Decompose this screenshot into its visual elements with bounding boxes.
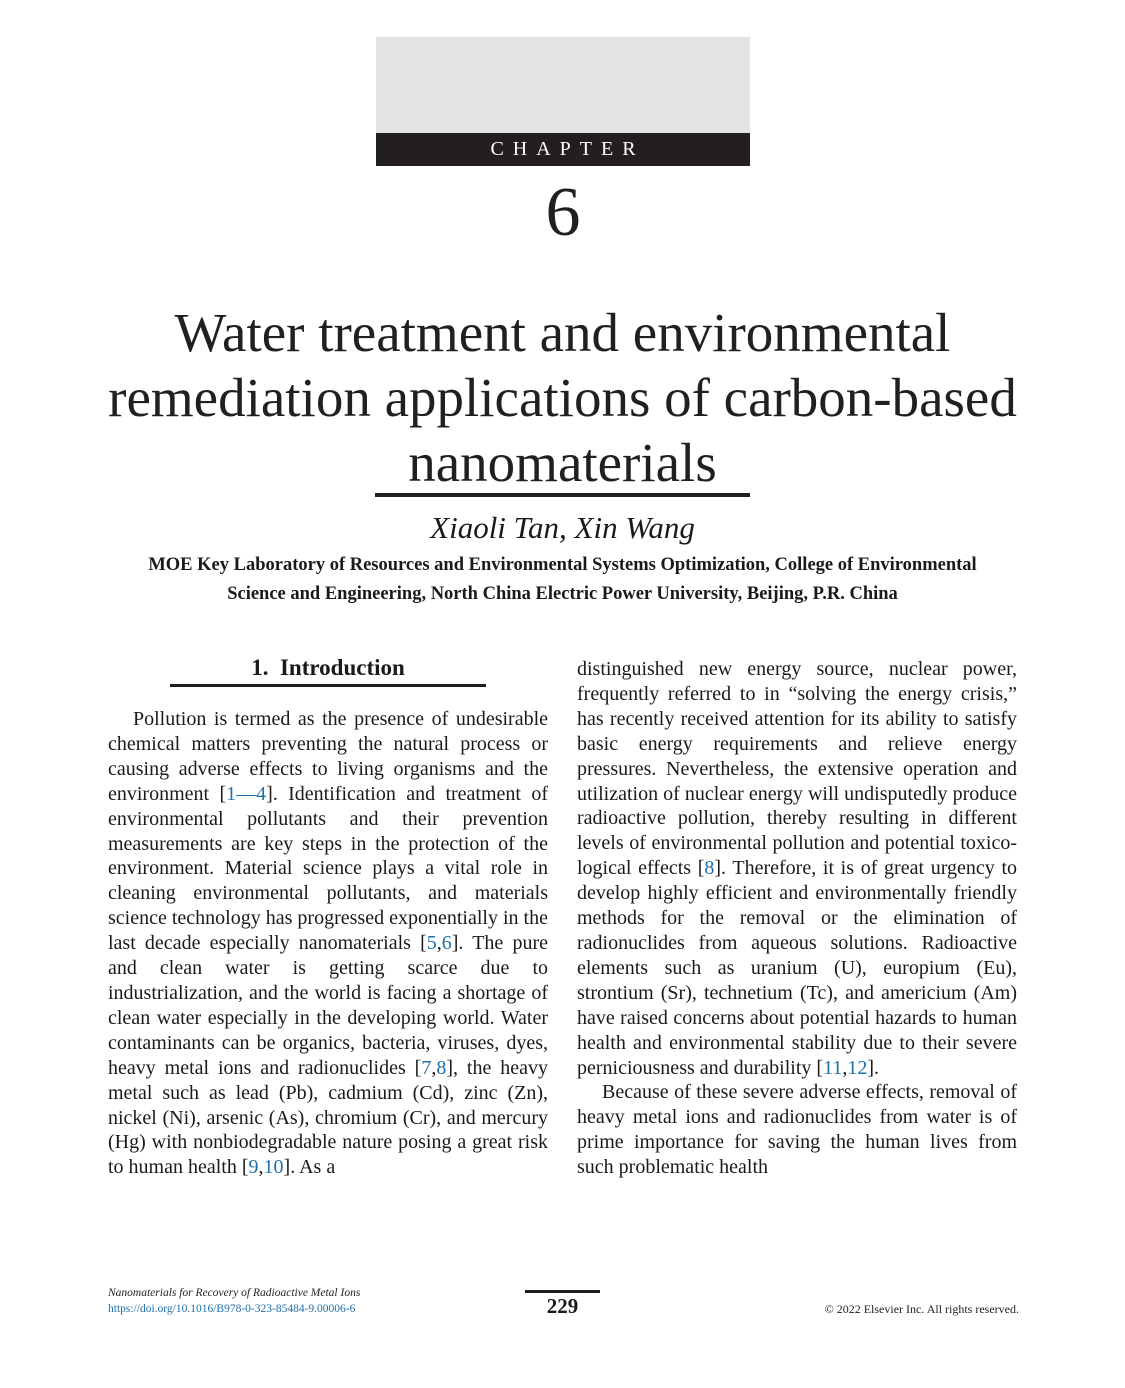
affiliation-line: Science and Engineering, North China Electric Power University, Beijing, P.R. China: [227, 584, 898, 604]
section-heading: [170, 652, 486, 684]
citation-link[interactable]: 5: [426, 932, 437, 955]
citation-link[interactable]: 1—4: [226, 782, 267, 805]
citation-link[interactable]: 8: [436, 1056, 447, 1079]
citation-link[interactable]: 8: [704, 857, 715, 880]
body-column-left: [108, 707, 548, 1180]
body-paragraph: Because of these severe adverse effects, removal of heavy metal ions and radionuclides from water is of prime importance for saving the human lives from such problematic health: [577, 1081, 1017, 1179]
body-text: ], the heavy metal such as lead (Pb), cadmium (Cd), zinc (Zn), nickel (Ni), arsenic (As), chromium (Cr), and mercury (Hg) with nonbiodegradable nature posing a great risk to human health [: [108, 1056, 548, 1179]
section-title: Introduction: [279, 655, 405, 680]
title-line: remediation applications of carbon-based: [108, 367, 1017, 428]
citation-link[interactable]: 7: [421, 1056, 432, 1079]
citation-link[interactable]: 10: [263, 1156, 284, 1179]
title-line: nanomaterials: [408, 432, 717, 493]
citation-link[interactable]: 6: [441, 932, 452, 955]
citation-link[interactable]: 12: [847, 1056, 868, 1079]
chapter-header-block: [376, 37, 750, 166]
body-text: ]. As a: [283, 1156, 336, 1179]
affiliation: [80, 551, 1045, 609]
body-paragraph-continued: distinguished new energy source, nuclear power, frequently referred to in “solving the energy crisis,” has recently received attention for its ability to satisfy basic energy requirements and relieve energy pressures. Nevertheless, the extensive operation and utilization of nuclear energy will undisputedly produce radioactive pollution, thereby resulting in different levels of environmental pollution and potential toxicological effects [8]. Therefore, it is of great urgency to develop highly efficient and environmentally friendly methods for the removal or the elimination of radionuclides from aqueous solutions. Radioactive elements such as uranium (U), europium (Eu), strontium (Sr), technetium (Tc), and americium (Am) have raised concerns about potential hazards to human health and environmental stability due to their severe perniciousness and durability [11,12].: [577, 658, 1017, 1079]
body-text: ]. Identification and treatment of environmental pollutants and their prevention measurements are key steps in the protection of the environment. Material science plays a vital role in cleaning environmental pollutants, and materials science technology has progressed exponentially in the last decade especially nanomaterials [: [108, 782, 548, 955]
page-number: 229: [546, 1294, 579, 1318]
chapter-label: CHAPTER: [376, 133, 750, 166]
title-divider: [375, 493, 750, 497]
title-line: Water treatment and environmental: [174, 302, 951, 363]
body-column-right: [577, 657, 1017, 1180]
chapter-number: 6: [545, 174, 581, 251]
citation-link[interactable]: 9: [248, 1156, 259, 1179]
citation-link[interactable]: 11: [823, 1056, 843, 1079]
authors: Xiaoli Tan, Xin Wang: [430, 510, 695, 545]
copyright-notice: © 2022 Elsevier Inc. All rights reserved.: [824, 1302, 1019, 1316]
book-title: Nanomaterials for Recovery of Radioactive Metal Ions: [108, 1287, 361, 1299]
chapter-title: [60, 300, 1065, 495]
doi-link[interactable]: https://doi.org/10.1016/B978-0-323-85484-9.00006-6: [108, 1303, 356, 1315]
section-divider: [170, 684, 486, 687]
body-text: Pollution is termed as the presence of undesirable chemical matters preventing the natural process or causing adverse effects to living organisms and the environment [: [108, 708, 548, 805]
affiliation-line: MOE Key Laboratory of Resources and Environmental Systems Optimization, College of Environmental: [148, 555, 977, 575]
body-text: ]. Therefore, it is of great urgency to develop highly efficient and environmentally friendly methods for the removal or the elimination of radionuclides from aqueous solutions. Radioactive elements such as uranium (U), europium (Eu), strontium (Sr), technetium (Tc), and americium (Am) have raised concerns about potential hazards to human health and environmental stability due to their severe perniciousness and durability [: [577, 857, 1017, 1079]
body-text: distinguished new energy source, nuclear power, frequently referred to in “solving the energy crisis,” has recently received attention for its ability to satisfy basic energy requirements and relieve energy pressures. Nevertheless, the extensive operation and utilization of nuclear energy will undisputedly produce radioactive pollution, thereby resulting in different levels of environmental pollution and potential toxicological effects [: [577, 658, 1017, 880]
body-text: ].: [867, 1056, 879, 1079]
footer-source: [108, 1285, 438, 1317]
body-text: ]. The pure and clean water is getting scarce due to industrialization, and the world is facing a shortage of clean water especially in the developing world. Water contaminants can be organics, bacteria, viruses, dyes, heavy metal ions and radionuclides [: [108, 932, 548, 1079]
section-number: 1.: [251, 655, 269, 680]
body-paragraph: Pollution is termed as the presence of undesirable chemical matters preventing the natural process or causing adverse effects to living organisms and the environment [1—4]. Identification and treatment of environmental pollutants and their prevention measurements are key steps in the protection of the environment. Material science plays a vital role in cleaning environmental pollutants, and materials science technology has progressed exponentially in the last decade especially nanomaterials [5,6]. The pure and clean water is getting scarce due to industrialization, and the world is facing a shortage of clean water especially in the developing world. Water contaminants can be organics, bacteria, viruses, dyes, heavy metal ions and radionuclides [7,8], the heavy metal such as lead (Pb), cadmium (Cd), zinc (Zn), nickel (Ni), arsenic (As), chromium (Cr), and mercury (Hg) with nonbiodegradable nature posing a great risk to human health [9,10]. As a: [108, 708, 548, 1179]
